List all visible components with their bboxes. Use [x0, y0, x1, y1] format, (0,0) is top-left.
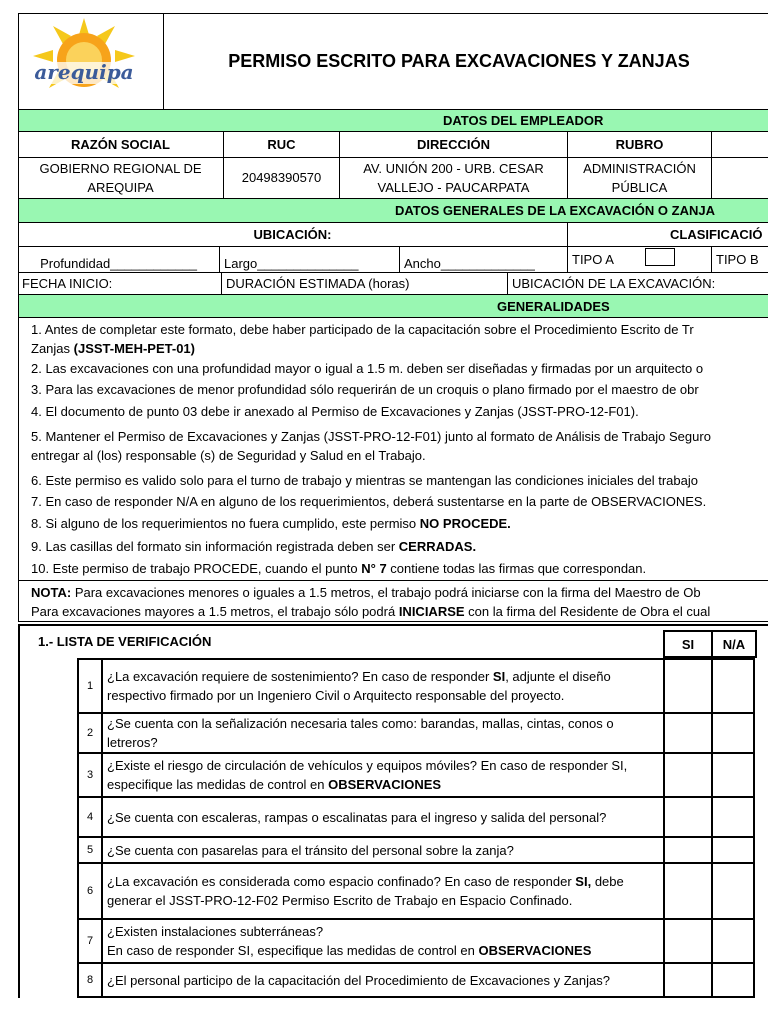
checklist-item-number: 2	[79, 714, 103, 752]
largo-field[interactable]: Largo______________	[220, 246, 400, 272]
gen-item-3: 3. Para las excavaciones de menor profundidad sólo requerirán de un croquis o plano firmado por el maestro de obr	[31, 382, 699, 397]
gen-item-1-cont: Zanjas (JSST-MEH-PET-01)	[31, 341, 195, 356]
razon-social-line2: AREQUIPA	[87, 179, 154, 195]
checklist-item-number: 6	[79, 864, 103, 918]
tipo-a-checkbox[interactable]	[645, 248, 675, 266]
checklist-si-cell[interactable]	[663, 714, 713, 752]
checklist-si-cell[interactable]	[663, 920, 713, 962]
checklist-item	[77, 658, 755, 712]
gen-item-5: 5. Mantener el Permiso de Excavaciones y Zanjas (JSST-PRO-12-F01) junto al formato de Análisis de Trabajo Seguro	[31, 429, 711, 444]
checklist-na-cell[interactable]	[711, 964, 757, 996]
gen-item-9: 9. Las casillas del formato sin información registrada deben ser CERRADAS.	[31, 539, 477, 554]
checklist-si-cell[interactable]	[663, 864, 713, 918]
gen-item-2: 2. Las excavaciones con una profundidad mayor o igual a 1.5 m. deben ser diseñadas y firmadas por un arquitecto o	[31, 361, 704, 376]
checklist-na-cell[interactable]	[711, 714, 757, 752]
checklist-item-number: 5	[79, 838, 103, 862]
checklist-item-number: 7	[79, 920, 103, 962]
document-title: PERMISO ESCRITO PARA EXCAVACIONES Y ZANJAS	[228, 50, 690, 71]
ruc-value: 20498390570	[224, 157, 340, 198]
checklist-item-question: ¿Existen instalaciones subterráneas? En caso de responder SI, especifique las medidas de control en OBSERVACIONES	[107, 924, 592, 958]
gen-item-5-cont: entregar al (los) responsable (s) de Seguridad y Salud en el Trabajo.	[31, 448, 426, 463]
direccion-value	[340, 157, 568, 198]
duracion-field[interactable]: DURACIÓN ESTIMADA (horas)	[222, 272, 508, 294]
checklist-item	[77, 862, 755, 918]
rubro-line2: PÚBLICA	[611, 179, 668, 195]
gen-item-4: 4. El documento de punto 03 debe ir anexado al Permiso de Excavaciones y Zanjas (JSST-PRO-12-F01).	[31, 404, 639, 419]
checklist-na-cell[interactable]	[711, 798, 757, 836]
checklist-item-number: 8	[79, 964, 103, 996]
ancho-field[interactable]: Ancho_____________	[400, 246, 568, 272]
fecha-inicio-field[interactable]: FECHA INICIO:	[18, 272, 222, 294]
checklist-title: 1.- LISTA DE VERIFICACIÓN	[38, 633, 212, 649]
checklist-item-question: ¿La excavación requiere de sostenimiento? En caso de responder SI, adjunte el diseño respectivo firmado por un Ingeniero Civil o Arquitecto responsable del proyecto.	[107, 669, 611, 703]
checklist-item-question: ¿La excavación es considerada como espacio confinado? En caso de responder SI, debe generar el JSST-PRO-12-F02 Permiso Escrito de Trabajo en Espacio Confinado.	[107, 874, 624, 908]
gen-item-1: 1. Antes de completar este formato, debe haber participado de la capacitación sobre el Procedimiento Escrito de Tr	[31, 322, 694, 337]
checklist-item	[77, 962, 755, 998]
clasificacion-label: CLASIFICACIÓ	[670, 226, 763, 242]
checklist-item	[77, 796, 755, 836]
logo-text: arequipa	[34, 60, 134, 84]
checklist-item-question: ¿El personal participo de la capacitación del Procedimiento de Excavaciones y Zanjas?	[107, 972, 610, 988]
col-ruc: RUC	[224, 131, 340, 157]
direccion-line1: AV. UNIÓN 200 - URB. CESAR	[363, 160, 544, 176]
excavation-header: DATOS GENERALES DE LA EXCAVACIÓN O ZANJA	[18, 198, 768, 222]
checklist-na-cell[interactable]	[711, 838, 757, 862]
checklist-item	[77, 918, 755, 962]
checklist-na-cell[interactable]	[711, 920, 757, 962]
direccion-line2: VALLEJO - PAUCARPATA	[377, 179, 530, 195]
gen-item-7: 7. En caso de responder N/A en alguno de los requerimientos, deberá sustentarse en la parte de OBSERVACIONES.	[31, 494, 707, 509]
tipo-a-label: TIPO A	[568, 246, 712, 272]
nota-line-2: Para excavaciones mayores a 1.5 metros, el trabajo sólo podrá INICIARSE con la firma del Residente de Obra el cual	[31, 604, 711, 619]
col-rubro: RUBRO	[568, 131, 712, 157]
checklist-item	[77, 752, 755, 796]
col-si-header: SI	[681, 636, 695, 652]
checklist-item	[77, 836, 755, 862]
logo	[27, 16, 141, 104]
checklist-item-question: ¿Se cuenta con escaleras, rampas o escalinatas para el ingreso y salida del personal?	[107, 809, 607, 825]
tipo-b-label: TIPO B	[716, 251, 759, 267]
generalidades-list	[18, 318, 768, 580]
gen-item-10: 10. Este permiso de trabajo PROCEDE, cuando el punto N° 7 contiene todas las firmas que correspondan.	[31, 561, 647, 576]
checklist-si-cell[interactable]	[663, 754, 713, 796]
gen-item-8: 8. Si alguno de los requerimientos no fuera cumplido, este permiso NO PROCEDE.	[31, 516, 511, 531]
rubro-line1: ADMINISTRACIÓN	[583, 160, 696, 176]
col-na-header: N/A	[722, 636, 746, 652]
checklist-na-cell[interactable]	[711, 754, 757, 796]
checklist-item-number: 3	[79, 754, 103, 796]
checklist-item-question: ¿Existe el riesgo de circulación de vehículos y equipos móviles? En caso de responder SI, especifique las medidas de control en OBSERVACIONES	[107, 758, 628, 792]
checklist-si-cell[interactable]	[663, 964, 713, 996]
generalidades-header: GENERALIDADES	[18, 294, 768, 318]
employer-header: DATOS DEL EMPLEADOR	[18, 109, 768, 131]
ubicacion-excavacion-field[interactable]: UBICACIÓN DE LA EXCAVACIÓN:	[512, 275, 716, 291]
rubro-value	[568, 157, 712, 198]
checklist-item-number: 4	[79, 798, 103, 836]
checklist-na-cell[interactable]	[711, 660, 757, 712]
col-razon-social: RAZÓN SOCIAL	[18, 131, 224, 157]
profundidad-field[interactable]: Profundidad____________	[18, 246, 220, 272]
col-direccion: DIRECCIÓN	[340, 131, 568, 157]
nota-box	[18, 580, 768, 622]
checklist-si-cell[interactable]	[663, 838, 713, 862]
checklist-item-question: ¿Se cuenta con pasarelas para el tránsito del personal sobre la zanja?	[107, 842, 514, 858]
checklist-item	[77, 712, 755, 752]
ubicacion-label: UBICACIÓN:	[18, 222, 568, 246]
nota-line-1: NOTA: Para excavaciones menores o iguales a 1.5 metros, el trabajo podrá iniciarse con la firma del Maestro de Ob	[31, 585, 701, 600]
gen-item-6: 6. Este permiso es valido solo para el turno de trabajo y mientras se mantengan las condiciones iniciales del trabajo	[31, 473, 698, 488]
checklist-item-question: ¿Se cuenta con la señalización necesaria tales como: barandas, mallas, cintas, conos o letreros?	[107, 716, 614, 750]
checklist-na-cell[interactable]	[711, 864, 757, 918]
checklist-item-number: 1	[79, 660, 103, 712]
razon-social-line1: GOBIERNO REGIONAL DE	[39, 160, 202, 176]
checklist-si-cell[interactable]	[663, 798, 713, 836]
razon-social-value	[18, 157, 224, 198]
checklist-si-cell[interactable]	[663, 660, 713, 712]
